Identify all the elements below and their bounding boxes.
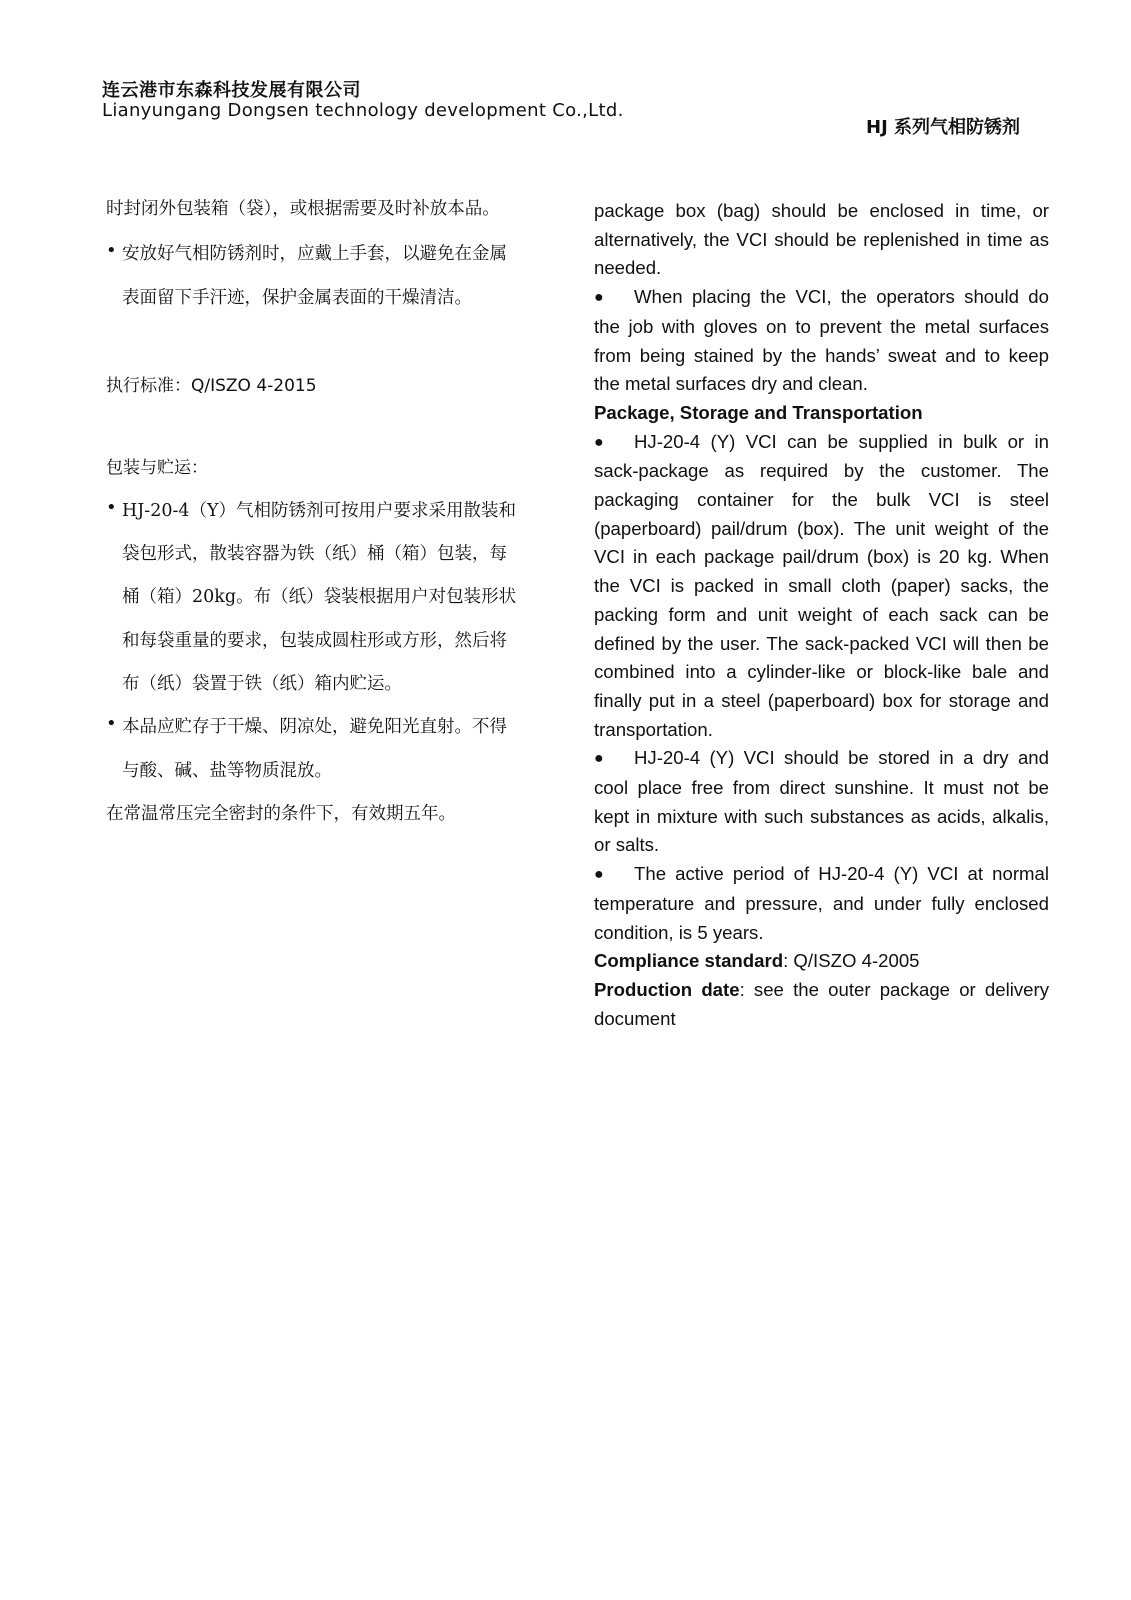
compliance-label: Compliance standard [594,950,784,972]
company-name-en: Lianyungang Dongsen technology development Co.,Ltd. [102,100,624,121]
gloves-instruction-line-1: 安放好气相防锈剂时，应戴上手套，以避免在金属 [122,244,507,264]
company-name-cn: 连云港市东森科技发展有限公司 [102,80,361,101]
right-column-en [594,197,1049,1033]
storage-text: HJ-20-4 (Y) VCI should be stored in a dry and cool place free from direct sunshine. It must not be kept in mixture with such substances as acids, alkalis, or salts. [594,747,1049,856]
document-title: HJ 系列气相防锈剂 [866,117,1021,138]
gloves-paragraph [594,283,1049,399]
continuation-paragraph: package box (bag) should be enclosed in time, or alternatively, the VCI should be replenished in time as needed. [594,200,1049,279]
packaging-line-2: 袋包形式，散装容器为铁（纸）桶（箱）包装，每 [122,544,507,564]
continuation-line: 时封闭外包装箱（袋），或根据需要及时补放本品。 [106,199,500,219]
bullet-icon: • [106,497,117,518]
gloves-text: When placing the VCI, the operators should do the job with gloves on to prevent the metal surfaces from being stained by the hands’ sweat and to keep the metal surfaces dry and clean. [594,286,1049,395]
packaging-line-4: 和每袋重量的要求，包装成圆柱形或方形，然后将 [122,631,507,651]
bullet-icon: • [106,240,117,261]
validity-line: 在常温常压完全密封的条件下，有效期五年。 [106,804,456,824]
package-storage-heading: Package, Storage and Transportation [594,401,923,423]
storage-paragraph [594,744,1049,860]
packaging-line-3: 桶（箱）20kg。布（纸）袋装根据用户对包装形状 [122,587,517,607]
bullet-icon: • [106,713,117,734]
bullet-icon: ● [594,750,604,768]
standard-cn: 执行标准：Q/ISZO 4-2015 [106,376,317,396]
active-period-paragraph [594,860,1049,947]
production-value: : see the outer package or delivery document [594,978,1049,1029]
packaging-text: HJ-20-4 (Y) VCI can be supplied in bulk or in sack-package as required by the customer. The packaging container for the bulk VCI is steel (paperboard) pail/drum (box). The unit weight of the VCI in each package pail/drum (box) is 20 kg. When the VCI is packed in small cloth (paper) sacks, the packing form and unit weight of each sack can be defined by the user. The sack-packed VCI will then be combined into a cylinder-like or block-like bale and finally put in a steel (paperboard) box for storage and transportation. [594,430,1049,740]
production-label: Production date [594,978,740,1000]
packaging-line-5: 布（纸）袋置于铁（纸）箱内贮运。 [122,674,402,694]
storage-line-2: 与酸、碱、盐等物质混放。 [122,761,332,781]
packaging-paragraph [594,428,1049,745]
gloves-instruction-line-2: 表面留下手汗迹，保护金属表面的干燥清洁。 [122,288,472,308]
packaging-line-1: HJ-20-4（Y）气相防锈剂可按用户要求采用散装和 [122,501,517,521]
production-paragraph [594,976,1049,1033]
storage-line-1: 本品应贮存于干燥、阴凉处，避免阳光直射。不得 [122,717,507,737]
active-period-text: The active period of HJ-20-4 (Y) VCI at normal temperature and pressure, and under fully enclosed condition, is 5 years. [594,863,1049,943]
packaging-heading-cn: 包装与贮运： [106,458,208,478]
bullet-icon: ● [594,866,604,884]
bullet-icon: ● [594,433,604,451]
compliance-value: : Q/ISZO 4-2005 [783,950,920,972]
compliance-paragraph [594,947,1049,976]
bullet-icon: ● [594,289,604,307]
